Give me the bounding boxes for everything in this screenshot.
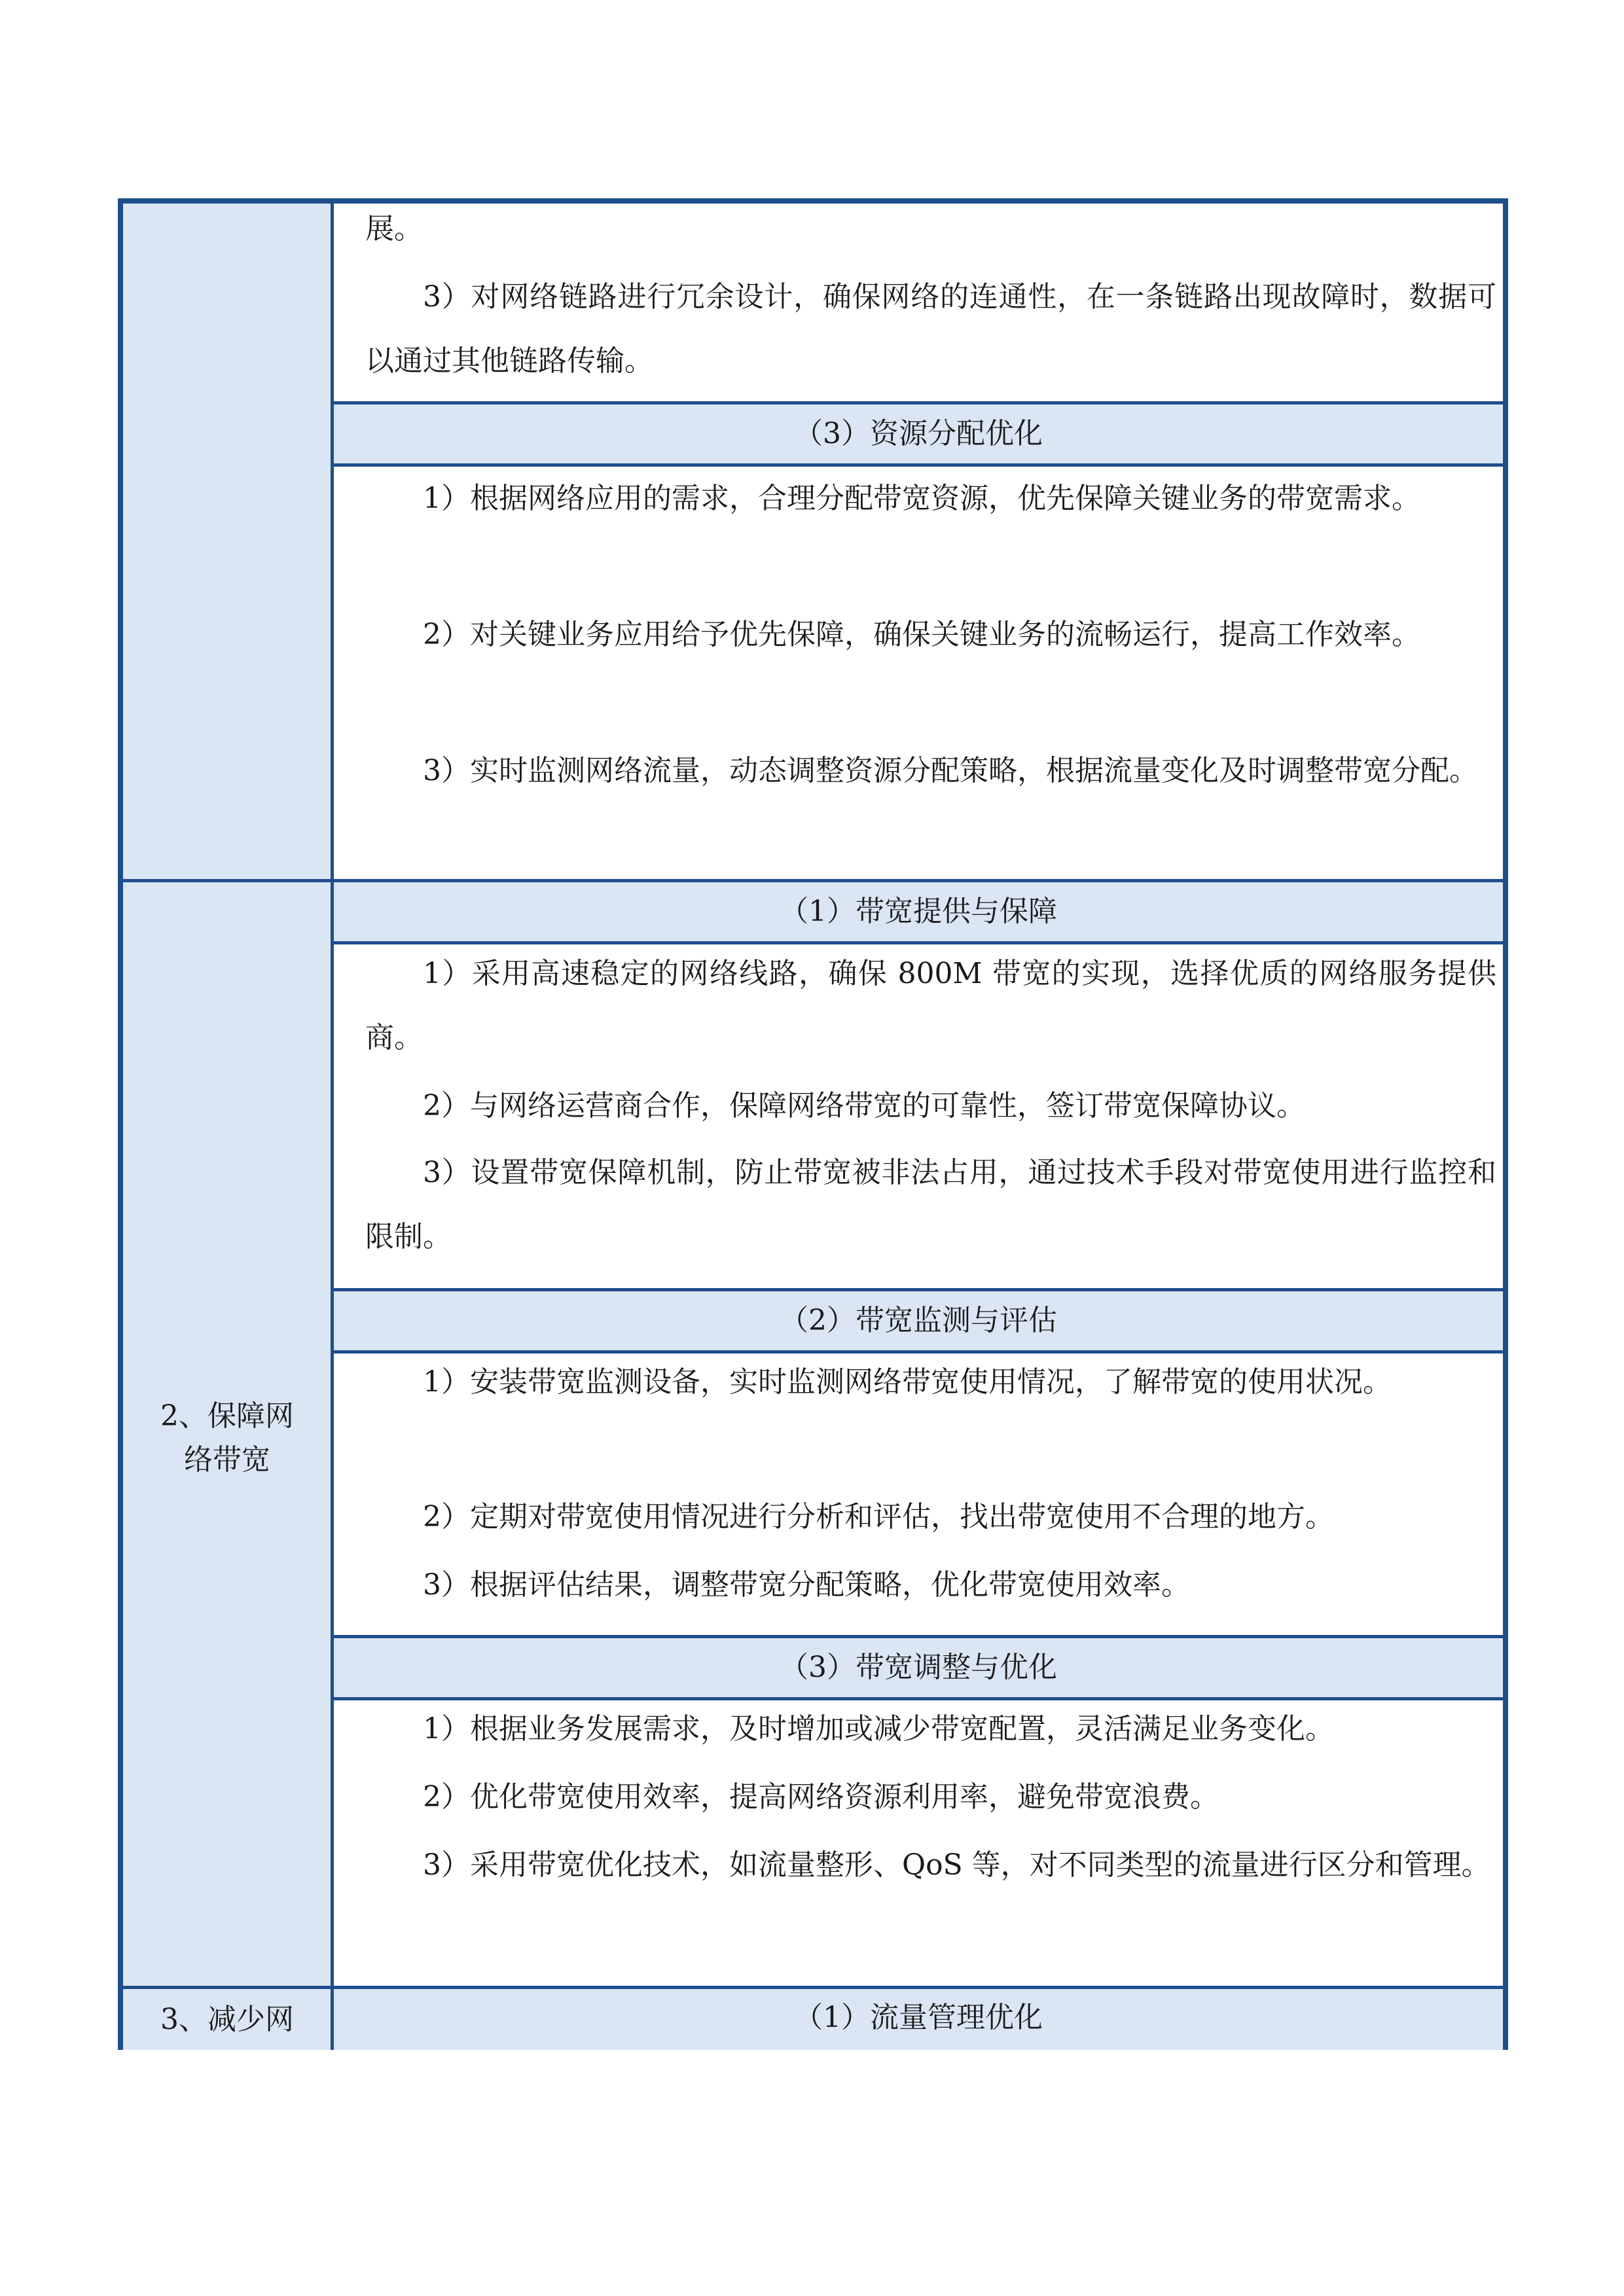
subheading-bandwidth-provision: （1）带宽提供与保障 [334,882,1503,941]
subheading-resource-allocation: （3）资源分配优化 [334,404,1503,463]
paragraph: 3）采用带宽优化技术，如流量整形、QoS 等，对不同类型的流量进行区分和管理。 [423,1848,1490,1882]
paragraph: 3）对网络链路进行冗余设计，确保网络的连通性，在一条链路出现故障时，数据可以通过其他链路传输。 [365,280,1496,378]
subheading-traffic-management: （1）流量管理优化 [334,1989,1503,2050]
section-2-label-line2: 络带宽 [184,1443,270,1477]
paragraph: 3）设置带宽保障机制，防止带宽被非法占用，通过技术手段对带宽使用进行监控和限制。 [365,1156,1496,1253]
paragraph: 1）安装带宽监测设备，实时监测网络带宽使用情况，了解带宽的使用状况。 [423,1365,1392,1399]
paragraph: 1）根据业务发展需求，及时增加或减少带宽配置，灵活满足业务变化。 [423,1712,1334,1746]
content-table [118,198,1508,2050]
section-2-label-line1: 2、保障网 [160,1399,294,1433]
paragraph: 2）优化带宽使用效率，提高网络资源利用率，避免带宽浪费。 [423,1780,1219,1814]
paragraph: 3）实时监测网络流量，动态调整资源分配策略，根据流量变化及时调整带宽分配。 [423,754,1478,787]
paragraph: 2）与网络运营商合作，保障网络带宽的可靠性，签订带宽保障协议。 [423,1089,1305,1122]
paragraph: 3）根据评估结果，调整带宽分配策略，优化带宽使用效率。 [423,1568,1190,1602]
paragraph: 2）对关键业务应用给予优先保障，确保关键业务的流畅运行，提高工作效率。 [423,618,1420,651]
paragraph: 2）定期对带宽使用情况进行分析和评估，找出带宽使用不合理的地方。 [423,1500,1334,1534]
section-3-label: 3、减少网 [160,2003,294,2036]
subheading-bandwidth-adjustment: （3）带宽调整与优化 [334,1638,1503,1697]
subheading-bandwidth-monitoring: （2）带宽监测与评估 [334,1291,1503,1350]
paragraph: 1）采用高速稳定的网络线路，确保 800M 带宽的实现，选择优质的网络服务提供商。 [365,957,1496,1054]
paragraph: 1）根据网络应用的需求，合理分配带宽资源，优先保障关键业务的带宽需求。 [423,482,1420,515]
left-column-section1 [123,204,334,879]
continued-paragraph: 展。 [365,212,423,245]
